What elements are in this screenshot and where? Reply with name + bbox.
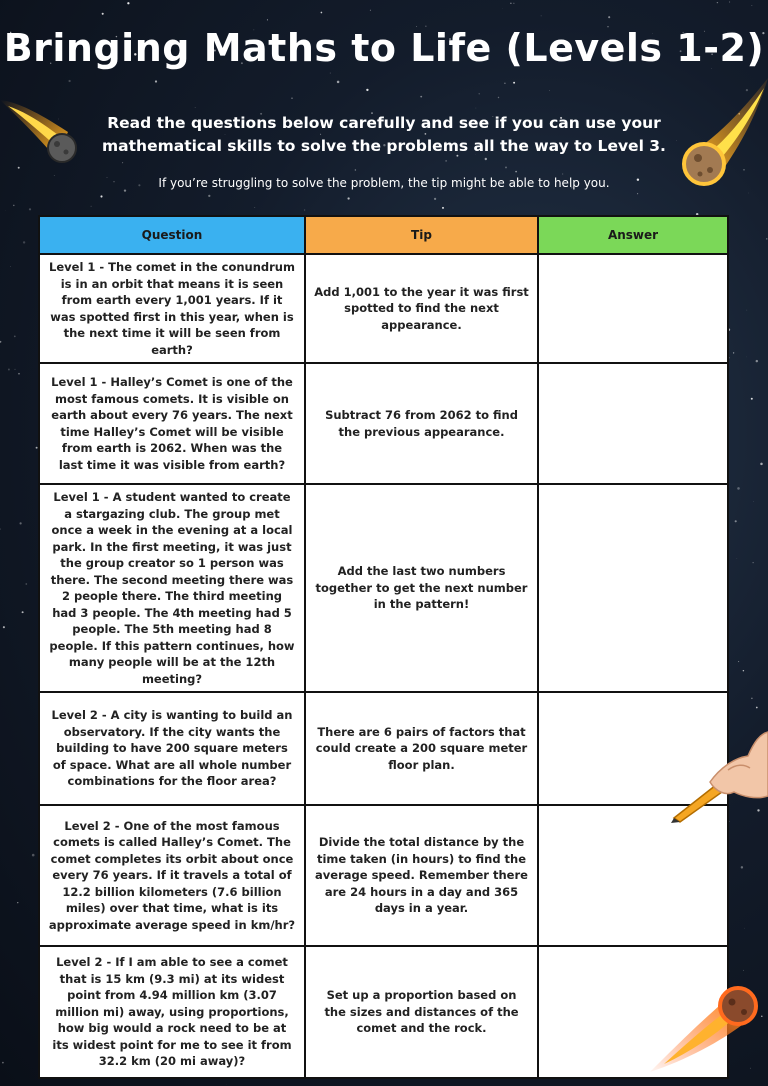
question-cell: Level 2 - A city is wanting to build an observatory. If the city wants the building to have 200 square meters of space. What are all whole number combinations for the floor area?	[39, 692, 305, 805]
tip-cell: Set up a proportion based on the sizes and distances of the comet and the rock.	[305, 946, 538, 1078]
header-answer: Answer	[538, 216, 728, 254]
question-cell: Level 1 - Halley’s Comet is one of the most famous comets. It is visible on earth about every 76 years. The next time Halley’s Comet will be visible from earth is 2062. When was the last time it was visible from earth?	[39, 363, 305, 484]
tip-cell: There are 6 pairs of factors that could create a 200 square meter floor plan.	[305, 692, 538, 805]
question-cell: Level 2 - One of the most famous comets is called Halley’s Comet. The comet completes its orbit about once every 76 years. If it travels a total of 12.2 billion kilometers (7.6 billion miles) over that time, what is its approximate average speed in km/hr?	[39, 805, 305, 946]
header-question: Question	[39, 216, 305, 254]
table-row	[39, 805, 728, 946]
worksheet-table	[38, 215, 729, 1079]
comet-icon	[0, 92, 90, 172]
table-row	[39, 363, 728, 484]
hand-pencil-icon	[668, 712, 768, 824]
tip-note: If you’re struggling to solve the problem, the tip might be able to help you.	[158, 176, 610, 190]
table-row	[39, 946, 728, 1078]
tip-cell: Add the last two numbers together to get the next number in the pattern!	[305, 484, 538, 692]
table-row	[39, 692, 728, 805]
tip-cell: Subtract 76 from 2062 to find the previous appearance.	[305, 363, 538, 484]
question-cell: Level 1 - A student wanted to create a stargazing club. The group met once a week in the evening at a local park. In the first meeting, it was just the group creator so 1 person was there. The second meeting there was 2 people there. The third meeting had 3 people. The 4th meeting had 5 people. The 5th meeting had 8 people. If this pattern continues, how many people will be at the 12th meeting?	[39, 484, 305, 692]
intro-text: Read the questions below carefully and see if you can use your mathematical skills to solve the problems all the way to Level 3.	[102, 114, 666, 155]
page-title: Bringing Maths to Life (Levels 1-2)	[3, 26, 765, 70]
question-cell: Level 2 - If I am able to see a comet that is 15 km (9.3 mi) at its widest point from 4.94 million km (3.07 million mi) away, using proportions, how big would a rock need to be at its widest point for me to see it from 32.2 km (20 mi away)?	[39, 946, 305, 1078]
answer-cell[interactable]	[538, 363, 728, 484]
comet-icon	[672, 78, 768, 194]
answer-cell[interactable]	[538, 254, 728, 363]
table-header-row	[39, 216, 728, 254]
question-cell: Level 1 - The comet in the conundrum is in an orbit that means it is seen from earth every 1,001 years. If it was spotted first in this year, when is the next time it will be seen from earth?	[39, 254, 305, 363]
tip-cell: Divide the total distance by the time taken (in hours) to find the average speed. Remember there are 24 hours in a day and 365 days in a year.	[305, 805, 538, 946]
answer-cell[interactable]	[538, 805, 728, 946]
answer-cell[interactable]	[538, 484, 728, 692]
header-tip: Tip	[305, 216, 538, 254]
comet-icon	[650, 972, 768, 1072]
table-row	[39, 254, 728, 363]
tip-cell: Add 1,001 to the year it was first spotted to find the next appearance.	[305, 254, 538, 363]
table-row	[39, 484, 728, 692]
